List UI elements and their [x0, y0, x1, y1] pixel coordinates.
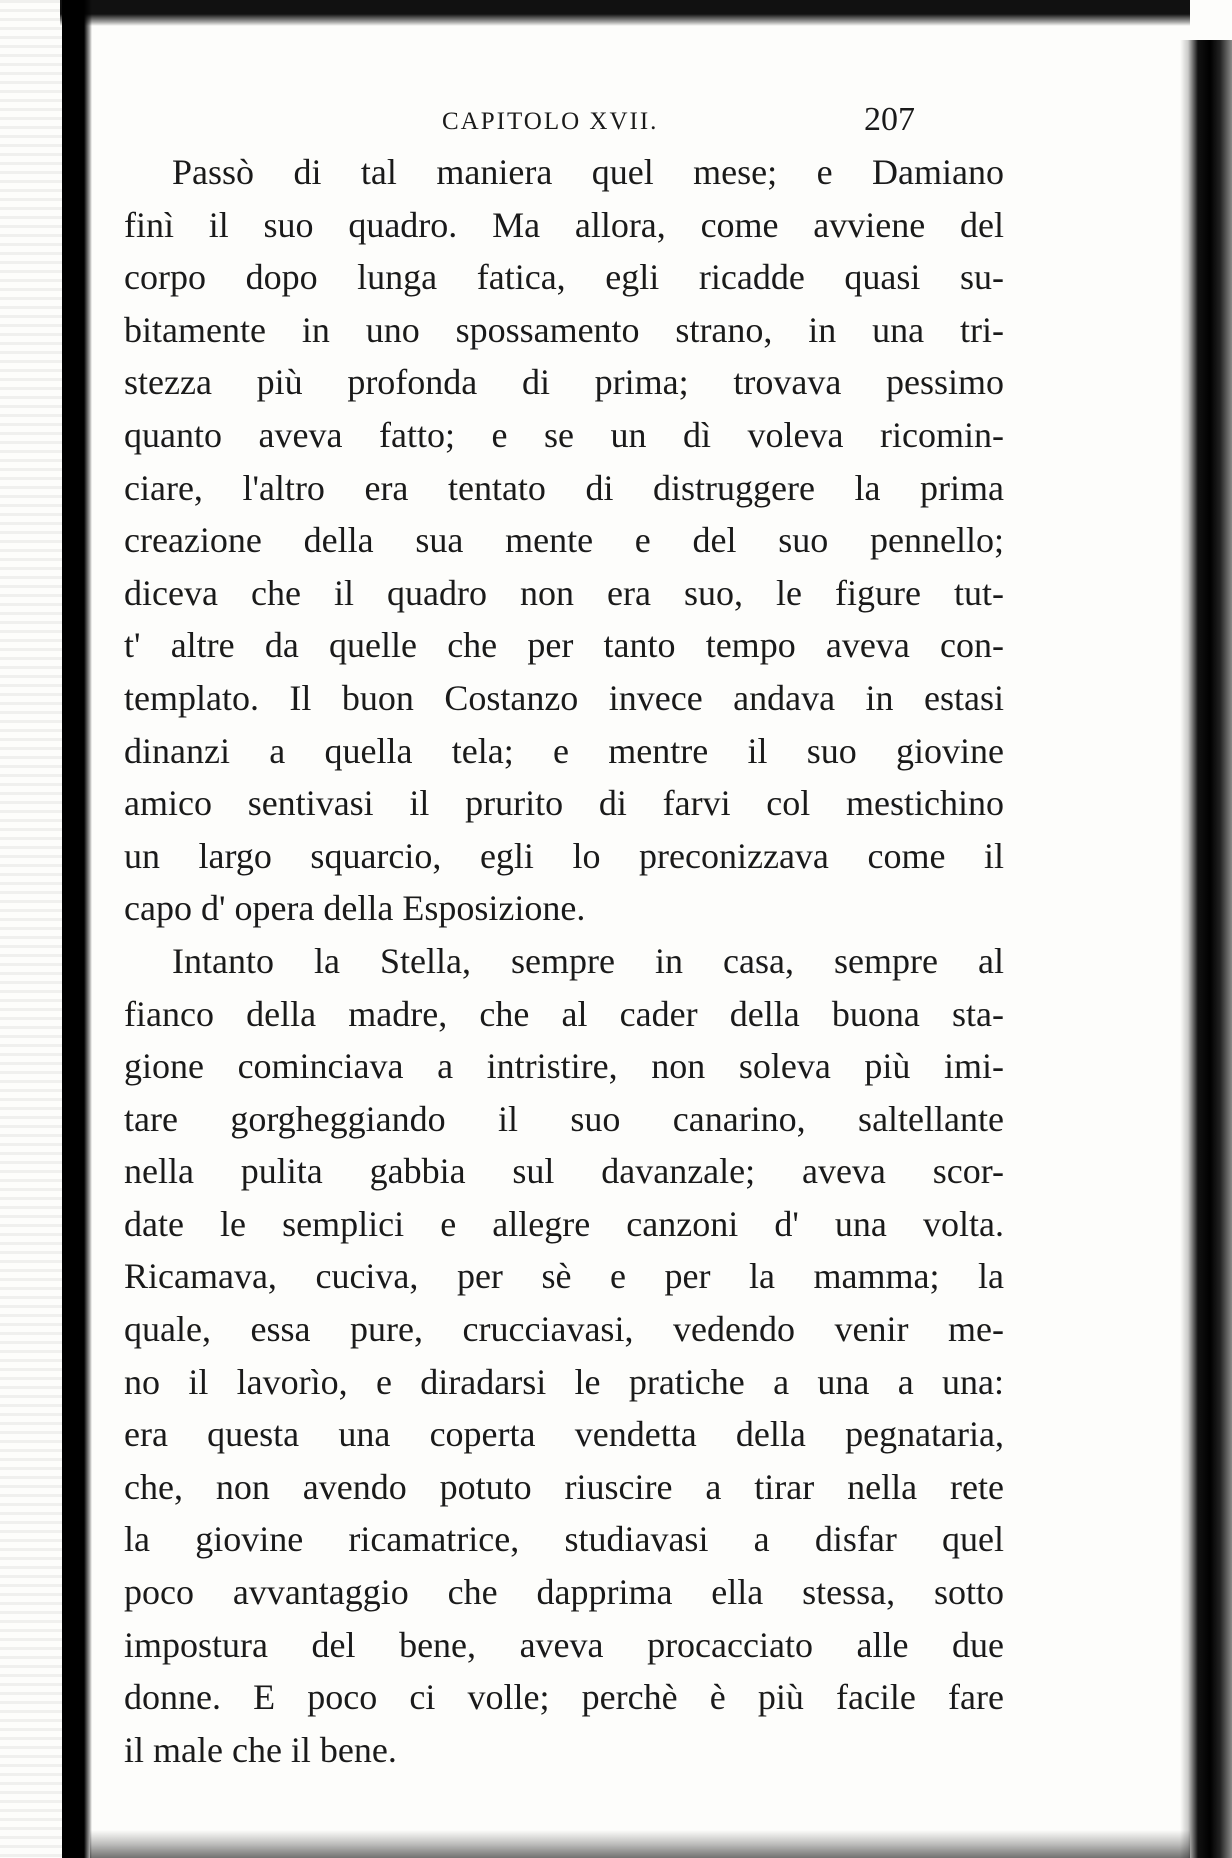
text-line: corpo dopo lunga fatica, egli ricadde quasi su-: [124, 257, 1004, 298]
text-line: quanto aveva fatto; e se un dì voleva ricomin-: [124, 414, 1004, 455]
text-line: Passò di tal maniera quel mese; e Damiano: [172, 152, 1004, 192]
text-line: bitamente in uno spossamento strano, in una tri-: [124, 309, 1004, 350]
text-line: fianco della madre, che al cader della buona sta-: [124, 993, 1004, 1034]
page-number: 207: [864, 101, 915, 138]
text-line: era questa una coperta vendetta della pegnataria,: [124, 1414, 1004, 1455]
scan-edge-bottom: [90, 1830, 1190, 1858]
text-line: tare gorgheggiando il suo canarino, saltellante: [124, 1098, 1004, 1139]
text-line: un largo squarcio, egli lo preconizzava come il: [124, 835, 1004, 876]
text-line: donne. E poco ci volle; perchè è più facile fare: [124, 1677, 1004, 1718]
text-line: no il lavorìo, e diradarsi le pratiche a una a una:: [124, 1361, 1004, 1402]
text-line: amico sentivasi il prurito di farvi col mestichino: [124, 783, 1004, 824]
text-line: dinanzi a quella tela; e mentre il suo giovine: [124, 730, 1004, 771]
text-line: date le semplici e allegre canzoni d' una volta.: [124, 1203, 1004, 1244]
text-line: stezza più profonda di prima; trovava pessimo: [124, 362, 1004, 403]
paragraph-2: [124, 935, 1004, 1777]
scan-edge-top: [60, 0, 1190, 26]
text-line: poco avvantaggio che dapprima ella stessa, sotto: [124, 1572, 1004, 1613]
scan-edge-left-noise: [0, 0, 62, 1858]
body-text: [124, 146, 1004, 1776]
text-line: Ricamava, cuciva, per sè e per la mamma; la: [124, 1256, 1004, 1297]
text-line: finì il suo quadro. Ma allora, come avviene del: [124, 204, 1004, 245]
text-line: Intanto la Stella, sempre in casa, sempre al: [172, 940, 1004, 981]
text-line: quale, essa pure, crucciavasi, vedendo venir me-: [124, 1309, 1004, 1350]
text-line: impostura del bene, aveva procacciato alle due: [124, 1624, 1004, 1665]
running-head: CAPITOLO XVII.: [442, 108, 659, 135]
text-line: nella pulita gabbia sul davanzale; aveva scor-: [124, 1151, 1004, 1192]
page-header: [124, 101, 1004, 144]
text-line: che, non avendo potuto riuscire a tirar nella rete: [124, 1466, 1004, 1507]
text-line: ciare, l'altro era tentato di distruggere la prima: [124, 467, 1004, 508]
text-line: il male che il bene.: [124, 1729, 397, 1770]
text-line: t' altre da quelle che per tanto tempo aveva con-: [124, 625, 1004, 666]
scan-edge-left: [62, 0, 92, 1858]
text-line: gione cominciava a intristire, non soleva più imi-: [124, 1046, 1004, 1087]
text-line: capo d' opera della Esposizione.: [124, 888, 586, 929]
paragraph-1: [124, 146, 1004, 935]
text-line: la giovine ricamatrice, studiavasi a disfar quel: [124, 1519, 1004, 1560]
text-line: creazione della sua mente e del suo pennello;: [124, 520, 1004, 561]
text-line: templato. Il buon Costanzo invece andava in estasi: [124, 677, 1004, 718]
text-line: diceva che il quadro non era suo, le figure tut-: [124, 572, 1004, 613]
scan-edge-right: [1180, 40, 1232, 1858]
